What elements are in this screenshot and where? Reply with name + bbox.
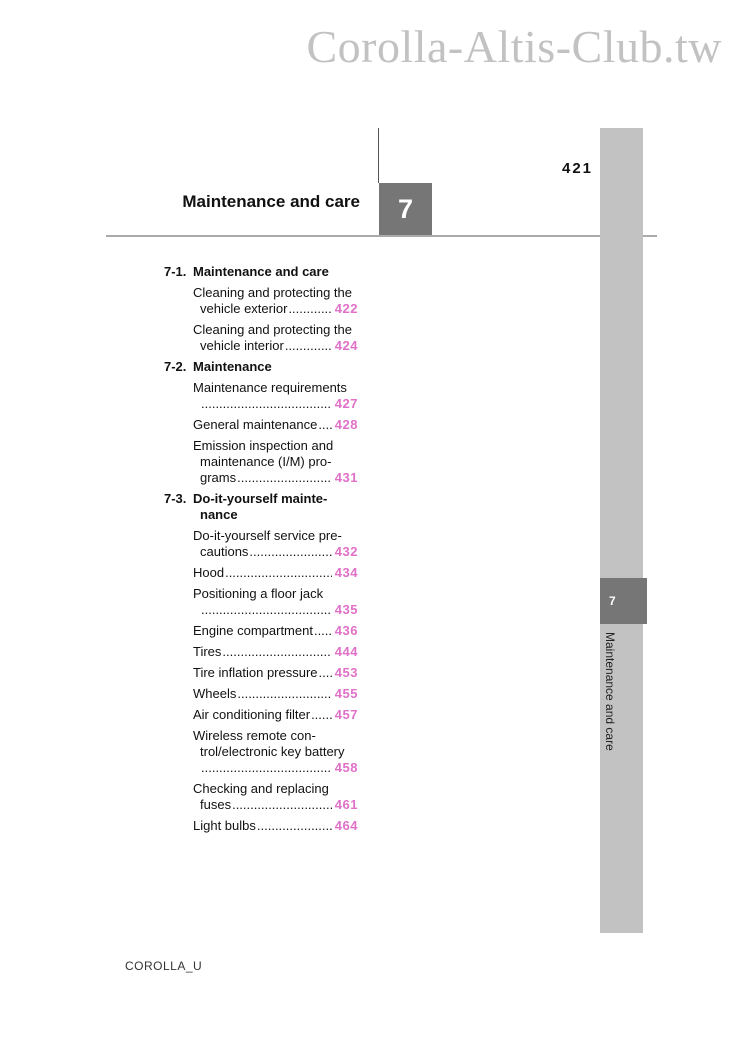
dot-leader: [285, 338, 332, 354]
item-text: Emission inspection and: [193, 438, 334, 453]
item-leader-line: General maintenance ..... 428: [193, 417, 358, 433]
item-leader-line: Air conditioning filter ..... 457: [193, 707, 358, 723]
toc-section-7-1[interactable]: [164, 264, 358, 280]
item-text: Positioning a floor jack: [193, 586, 324, 601]
toc-item-engine-compartment[interactable]: [164, 623, 358, 639]
item-leader-line: Engine compartment ..... 436: [193, 623, 358, 639]
item-leader-line: Light bulbs ..... 464: [193, 818, 358, 834]
item-leader-line: fuses ..... 461: [193, 797, 358, 813]
page-ref[interactable]: 424: [334, 338, 358, 353]
page-ref[interactable]: 428: [334, 417, 358, 432]
page-number: 421: [562, 160, 594, 177]
dot-leader: [222, 644, 331, 660]
section-title: Do-it-yourself mainte-: [193, 491, 328, 506]
section-number: 7-3.: [164, 491, 187, 506]
item-leader-line: [193, 760, 358, 776]
toc-item-general-maintenance[interactable]: [164, 417, 358, 433]
item-leader-line: Tires ..... 444: [193, 644, 358, 660]
footer-code: COROLLA_U: [125, 959, 203, 973]
page-ref[interactable]: 455: [334, 686, 358, 701]
section-number: 7-1.: [164, 264, 187, 279]
side-index-bar: [600, 128, 643, 933]
page-ref[interactable]: 453: [334, 665, 358, 680]
item-leader-line: grams ..... 431: [193, 470, 358, 486]
chapter-title: Maintenance and care: [182, 192, 360, 211]
header-vertical-rule: [378, 128, 379, 183]
toc-item-air-filter[interactable]: [164, 707, 358, 723]
item-text: trol/electronic key battery: [200, 744, 345, 759]
section-title-continued: nance: [200, 507, 238, 522]
dot-leader: [249, 544, 331, 560]
item-leader-line: cautions ..... 432: [193, 544, 358, 560]
item-text: Cleaning and protecting the: [193, 285, 353, 300]
item-text: maintenance (I/M) pro-: [200, 454, 332, 469]
page-ref[interactable]: 422: [334, 301, 358, 316]
dot-leader: [237, 470, 332, 486]
dot-leader: [318, 417, 331, 433]
item-leader-line: Hood ..... 434: [193, 565, 358, 581]
side-chapter-tab[interactable]: 7: [600, 578, 647, 624]
page-ref[interactable]: 444: [334, 644, 358, 659]
toc-item-cleaning-exterior[interactable]: [164, 285, 358, 317]
page-ref[interactable]: 457: [334, 707, 358, 722]
toc-item-fuses[interactable]: [164, 781, 358, 813]
page-ref[interactable]: 436: [334, 623, 358, 638]
page-ref[interactable]: 427: [334, 396, 358, 411]
item-leader-line: vehicle interior ..... 424: [193, 338, 358, 354]
section-number: 7-2.: [164, 359, 187, 374]
dot-leader: [311, 707, 332, 723]
toc-item-service-precautions[interactable]: [164, 528, 358, 560]
page-ref[interactable]: 461: [334, 797, 358, 812]
toc-item-tire-inflation[interactable]: [164, 665, 358, 681]
item-text: Cleaning and protecting the: [193, 322, 353, 337]
dot-leader: [201, 396, 332, 412]
table-of-contents: [164, 264, 358, 839]
item-leader-line: Tire inflation pressure ..... 453: [193, 665, 358, 681]
toc-item-key-battery[interactable]: [164, 728, 358, 776]
dot-leader: [319, 665, 332, 681]
side-chapter-label: Maintenance and care: [603, 632, 617, 751]
item-leader-line: [193, 396, 358, 412]
toc-item-floor-jack[interactable]: [164, 586, 358, 618]
dot-leader: [288, 301, 331, 317]
toc-item-wheels[interactable]: [164, 686, 358, 702]
section-title: Maintenance and care: [193, 264, 329, 279]
watermark-text: Corolla-Altis-Club.tw: [306, 21, 722, 72]
toc-item-emission-inspection[interactable]: [164, 438, 358, 486]
page-ref[interactable]: 435: [334, 602, 358, 617]
page-ref[interactable]: 458: [334, 760, 358, 775]
item-leader-line: [193, 602, 358, 618]
toc-item-hood[interactable]: [164, 565, 358, 581]
chapter-number-box: 7: [379, 183, 432, 235]
page-ref[interactable]: 431: [334, 470, 358, 485]
dot-leader: [237, 686, 331, 702]
page-ref[interactable]: 464: [334, 818, 358, 833]
dot-leader: [225, 565, 332, 581]
dot-leader: [201, 602, 332, 618]
toc-item-maintenance-requirements[interactable]: [164, 380, 358, 412]
dot-leader: [314, 623, 332, 639]
page-ref[interactable]: 434: [334, 565, 358, 580]
header-horizontal-rule: [106, 235, 657, 237]
dot-leader: [201, 760, 332, 776]
section-title: Maintenance: [193, 359, 272, 374]
toc-section-7-3[interactable]: [164, 491, 358, 523]
toc-item-tires[interactable]: [164, 644, 358, 660]
item-text: Do-it-yourself service pre-: [193, 528, 342, 543]
dot-leader: [257, 818, 332, 834]
item-text: Maintenance requirements: [193, 380, 347, 395]
item-text: Checking and replacing: [193, 781, 329, 796]
toc-section-7-2[interactable]: [164, 359, 358, 375]
toc-item-light-bulbs[interactable]: [164, 818, 358, 834]
toc-item-cleaning-interior[interactable]: [164, 322, 358, 354]
item-leader-line: vehicle exterior ..... 422: [193, 301, 358, 317]
dot-leader: [232, 797, 332, 813]
item-text: Wireless remote con-: [193, 728, 316, 743]
item-leader-line: Wheels ..... 455: [193, 686, 358, 702]
page-ref[interactable]: 432: [334, 544, 358, 559]
